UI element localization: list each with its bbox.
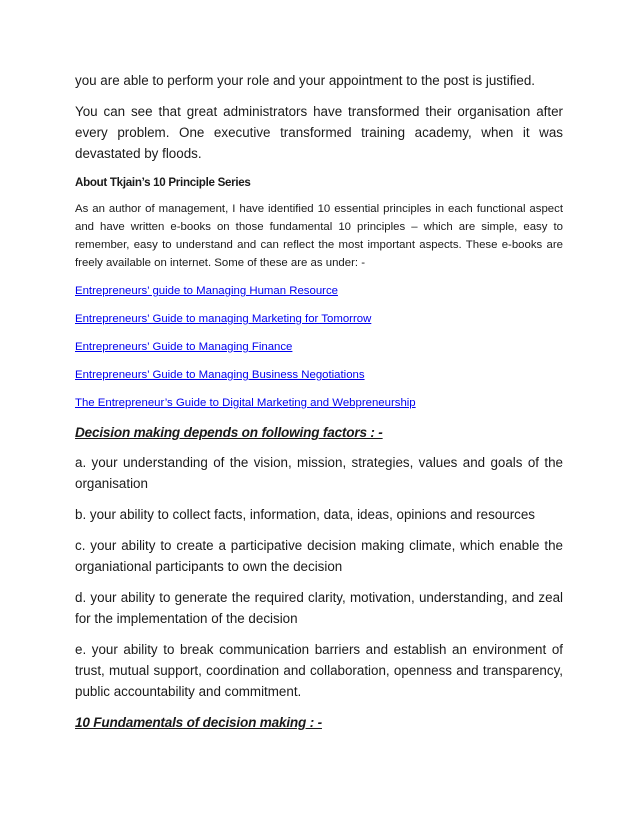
fundamentals-heading: 10 Fundamentals of decision making : - (75, 715, 322, 730)
factor-item-c: c. your ability to create a participative decision making climate, which enable the organiational participants to own the decision (75, 538, 563, 574)
series-heading: About Tkjain’s 10 Principle Series (75, 176, 251, 189)
link-business-negotiations[interactable]: Entrepreneurs’ Guide to Managing Business Negotiations (75, 369, 365, 381)
factor-item-d: d. your ability to generate the required clarity, motivation, understanding, and zeal for the implementation of the decision (75, 590, 563, 626)
link-finance[interactable]: Entrepreneurs’ Guide to Managing Finance (75, 341, 293, 353)
paragraph-administrators: You can see that great administrators have transformed their organisation after every problem. One executive transformed training academy, when it was devastated by floods. (75, 104, 563, 161)
paragraph-role-justified: you are able to perform your role and your appointment to the post is justified. (75, 73, 536, 88)
factor-item-a: a. your understanding of the vision, mission, strategies, values and goals of the organisation (75, 455, 563, 491)
link-human-resource[interactable]: Entrepreneurs’ guide to Managing Human Resource (75, 285, 338, 297)
series-description: As an author of management, I have identified 10 essential principles in each functional aspect and have written e-books on those fundamental 10 principles – which are simple, easy to remember, easy to understand and can reflect the most important aspects. These e-books are freely available on internet. Some of these are as under: - (75, 203, 563, 269)
factor-item-b: b. your ability to collect facts, information, data, ideas, opinions and resources (75, 507, 535, 522)
factors-heading: Decision making depends on following factors : - (75, 425, 383, 440)
page-content (75, 70, 563, 742)
link-marketing[interactable]: Entrepreneurs’ Guide to managing Marketing for Tomorrow (75, 313, 372, 325)
factor-item-e: e. your ability to break communication barriers and establish an environment of trust, mutual support, coordination and collaboration, openness and transparency, public accountability and commitment. (75, 642, 563, 699)
link-digital-marketing[interactable]: The Entrepreneur’s Guide to Digital Marketing and Webpreneurship (75, 397, 416, 409)
